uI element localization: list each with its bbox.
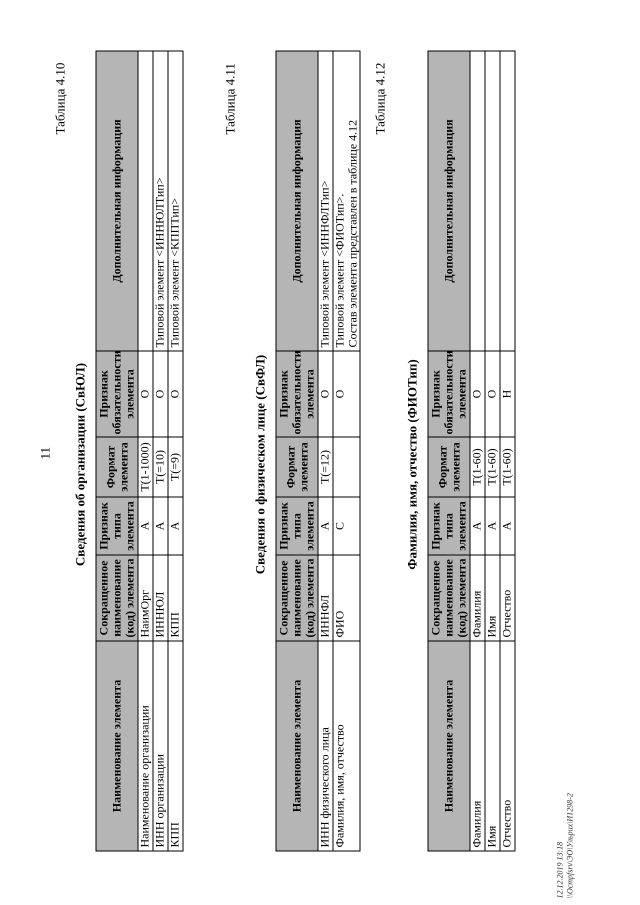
column-header-element-type: Признак типа элемента — [276, 497, 318, 555]
cell-element-type: А — [500, 497, 515, 555]
cell-element-name: Фамилия — [470, 641, 485, 851]
cell-additional-info: Типовой элемент <КППТип> — [168, 51, 183, 351]
column-header-element-required: Признак обязательности элемента — [96, 351, 138, 437]
cell-element-name: КПП — [168, 641, 183, 851]
column-header-element-format: Формат элемента — [96, 437, 138, 497]
cell-element-type: А — [168, 497, 183, 555]
cell-element-name: ИНН организации — [153, 641, 168, 851]
cell-element-code: Имя — [485, 555, 500, 641]
cell-element-type: С — [333, 497, 360, 555]
column-header-additional-info: Дополнительная информация — [96, 51, 138, 351]
column-header-element-required: Признак обязательности элемента — [276, 351, 318, 437]
table-row — [153, 51, 168, 851]
table-4-12 — [427, 51, 515, 852]
table-4-10-title: Сведения об организации (СвЮЛ) — [72, 362, 87, 567]
column-header-element-code: Сокращенное наименование (код) элемента — [276, 555, 318, 641]
cell-element-format: T(1-60) — [500, 437, 515, 497]
table-header-row — [276, 51, 318, 851]
column-header-element-code: Сокращенное наименование (код) элемента — [96, 555, 138, 641]
page-number: 11 — [37, 446, 52, 460]
print-stamp — [555, 779, 575, 899]
column-header-element-type: Признак типа элемента — [428, 497, 470, 555]
column-header-element-required: Признак обязательности элемента — [428, 351, 470, 437]
cell-element-required: О — [168, 351, 183, 437]
column-header-element-name: Наименование элемента — [96, 641, 138, 851]
table-4-11 — [275, 51, 360, 852]
cell-element-format: T(=10) — [153, 437, 168, 497]
column-header-element-type: Признак типа элемента — [96, 497, 138, 555]
table-row — [168, 51, 183, 851]
cell-element-code: ИННФЛ — [318, 555, 333, 641]
cell-element-type: А — [470, 497, 485, 555]
cell-element-required: О — [333, 351, 360, 437]
cell-element-required: О — [485, 351, 500, 437]
cell-additional-info — [470, 51, 485, 351]
column-header-element-name: Наименование элемента — [428, 641, 470, 851]
cell-additional-info — [500, 51, 515, 351]
column-header-element-format: Формат элемента — [276, 437, 318, 497]
table-4-10 — [95, 51, 183, 852]
cell-element-code: Фамилия — [470, 555, 485, 641]
table-row — [318, 51, 333, 851]
cell-element-code: КПП — [168, 555, 183, 641]
cell-additional-info — [485, 51, 500, 351]
stamp-timestamp: 12.12.2019 13:18 — [555, 841, 564, 899]
cell-element-required: О — [318, 351, 333, 437]
cell-element-format: T(=9) — [168, 437, 183, 497]
table-4-10-label: Таблица 4.10 — [52, 62, 67, 135]
cell-additional-info: Типовой элемент <ФИОТип>. Состав элемента представлен в таблице 4.12 — [333, 51, 360, 351]
cell-element-type: А — [485, 497, 500, 555]
stamp-path: \\Ocmpfsrv\ЭО\Ульрих\И1298-2 — [565, 793, 574, 899]
cell-element-required: О — [138, 351, 153, 437]
table-header-row — [428, 51, 470, 851]
cell-additional-info: Типовой элемент <ИННЮЛТип> — [153, 51, 168, 351]
table-row — [485, 51, 500, 851]
cell-element-type: А — [318, 497, 333, 555]
cell-element-required: Н — [500, 351, 515, 437]
table-row — [470, 51, 485, 851]
cell-element-code: ИННЮЛ — [153, 555, 168, 641]
column-header-element-code: Сокращенное наименование (код) элемента — [428, 555, 470, 641]
table-4-11-label: Таблица 4.11 — [222, 63, 237, 135]
cell-element-name: Фамилия, имя, отчество — [333, 641, 360, 851]
cell-element-code: Отчество — [500, 555, 515, 641]
column-header-element-name: Наименование элемента — [276, 641, 318, 851]
cell-additional-info: Типовой элемент <ИННФЛТип> — [318, 51, 333, 351]
cell-element-name: Наименование организации — [138, 641, 153, 851]
cell-element-type: А — [138, 497, 153, 555]
table-4-11-title: Сведения о физическом лице (СвФЛ) — [252, 354, 267, 575]
table-4-12-title: Фамилия, имя, отчество (ФИОТип) — [404, 359, 419, 570]
cell-element-format: T(1-1000) — [138, 437, 153, 497]
cell-element-name: Имя — [485, 641, 500, 851]
column-header-additional-info: Дополнительная информация — [276, 51, 318, 351]
cell-element-required: О — [153, 351, 168, 437]
cell-element-code: НаимОрг — [138, 555, 153, 641]
cell-element-format: T(1-60) — [470, 437, 485, 497]
cell-additional-info — [138, 51, 153, 351]
table-header-row — [96, 51, 138, 851]
cell-element-format — [333, 437, 360, 497]
table-4-12-label: Таблица 4.12 — [372, 62, 387, 135]
cell-element-format: T(=12) — [318, 437, 333, 497]
table-row — [500, 51, 515, 851]
cell-element-required: О — [470, 351, 485, 437]
cell-element-format: T(1-60) — [485, 437, 500, 497]
cell-element-name: Отчество — [500, 641, 515, 851]
cell-element-code: ФИО — [333, 555, 360, 641]
table-row — [333, 51, 360, 851]
cell-element-type: А — [153, 497, 168, 555]
column-header-element-format: Формат элемента — [428, 437, 470, 497]
table-row — [138, 51, 153, 851]
cell-element-name: ИНН физического лица — [318, 641, 333, 851]
column-header-additional-info: Дополнительная информация — [428, 51, 470, 351]
